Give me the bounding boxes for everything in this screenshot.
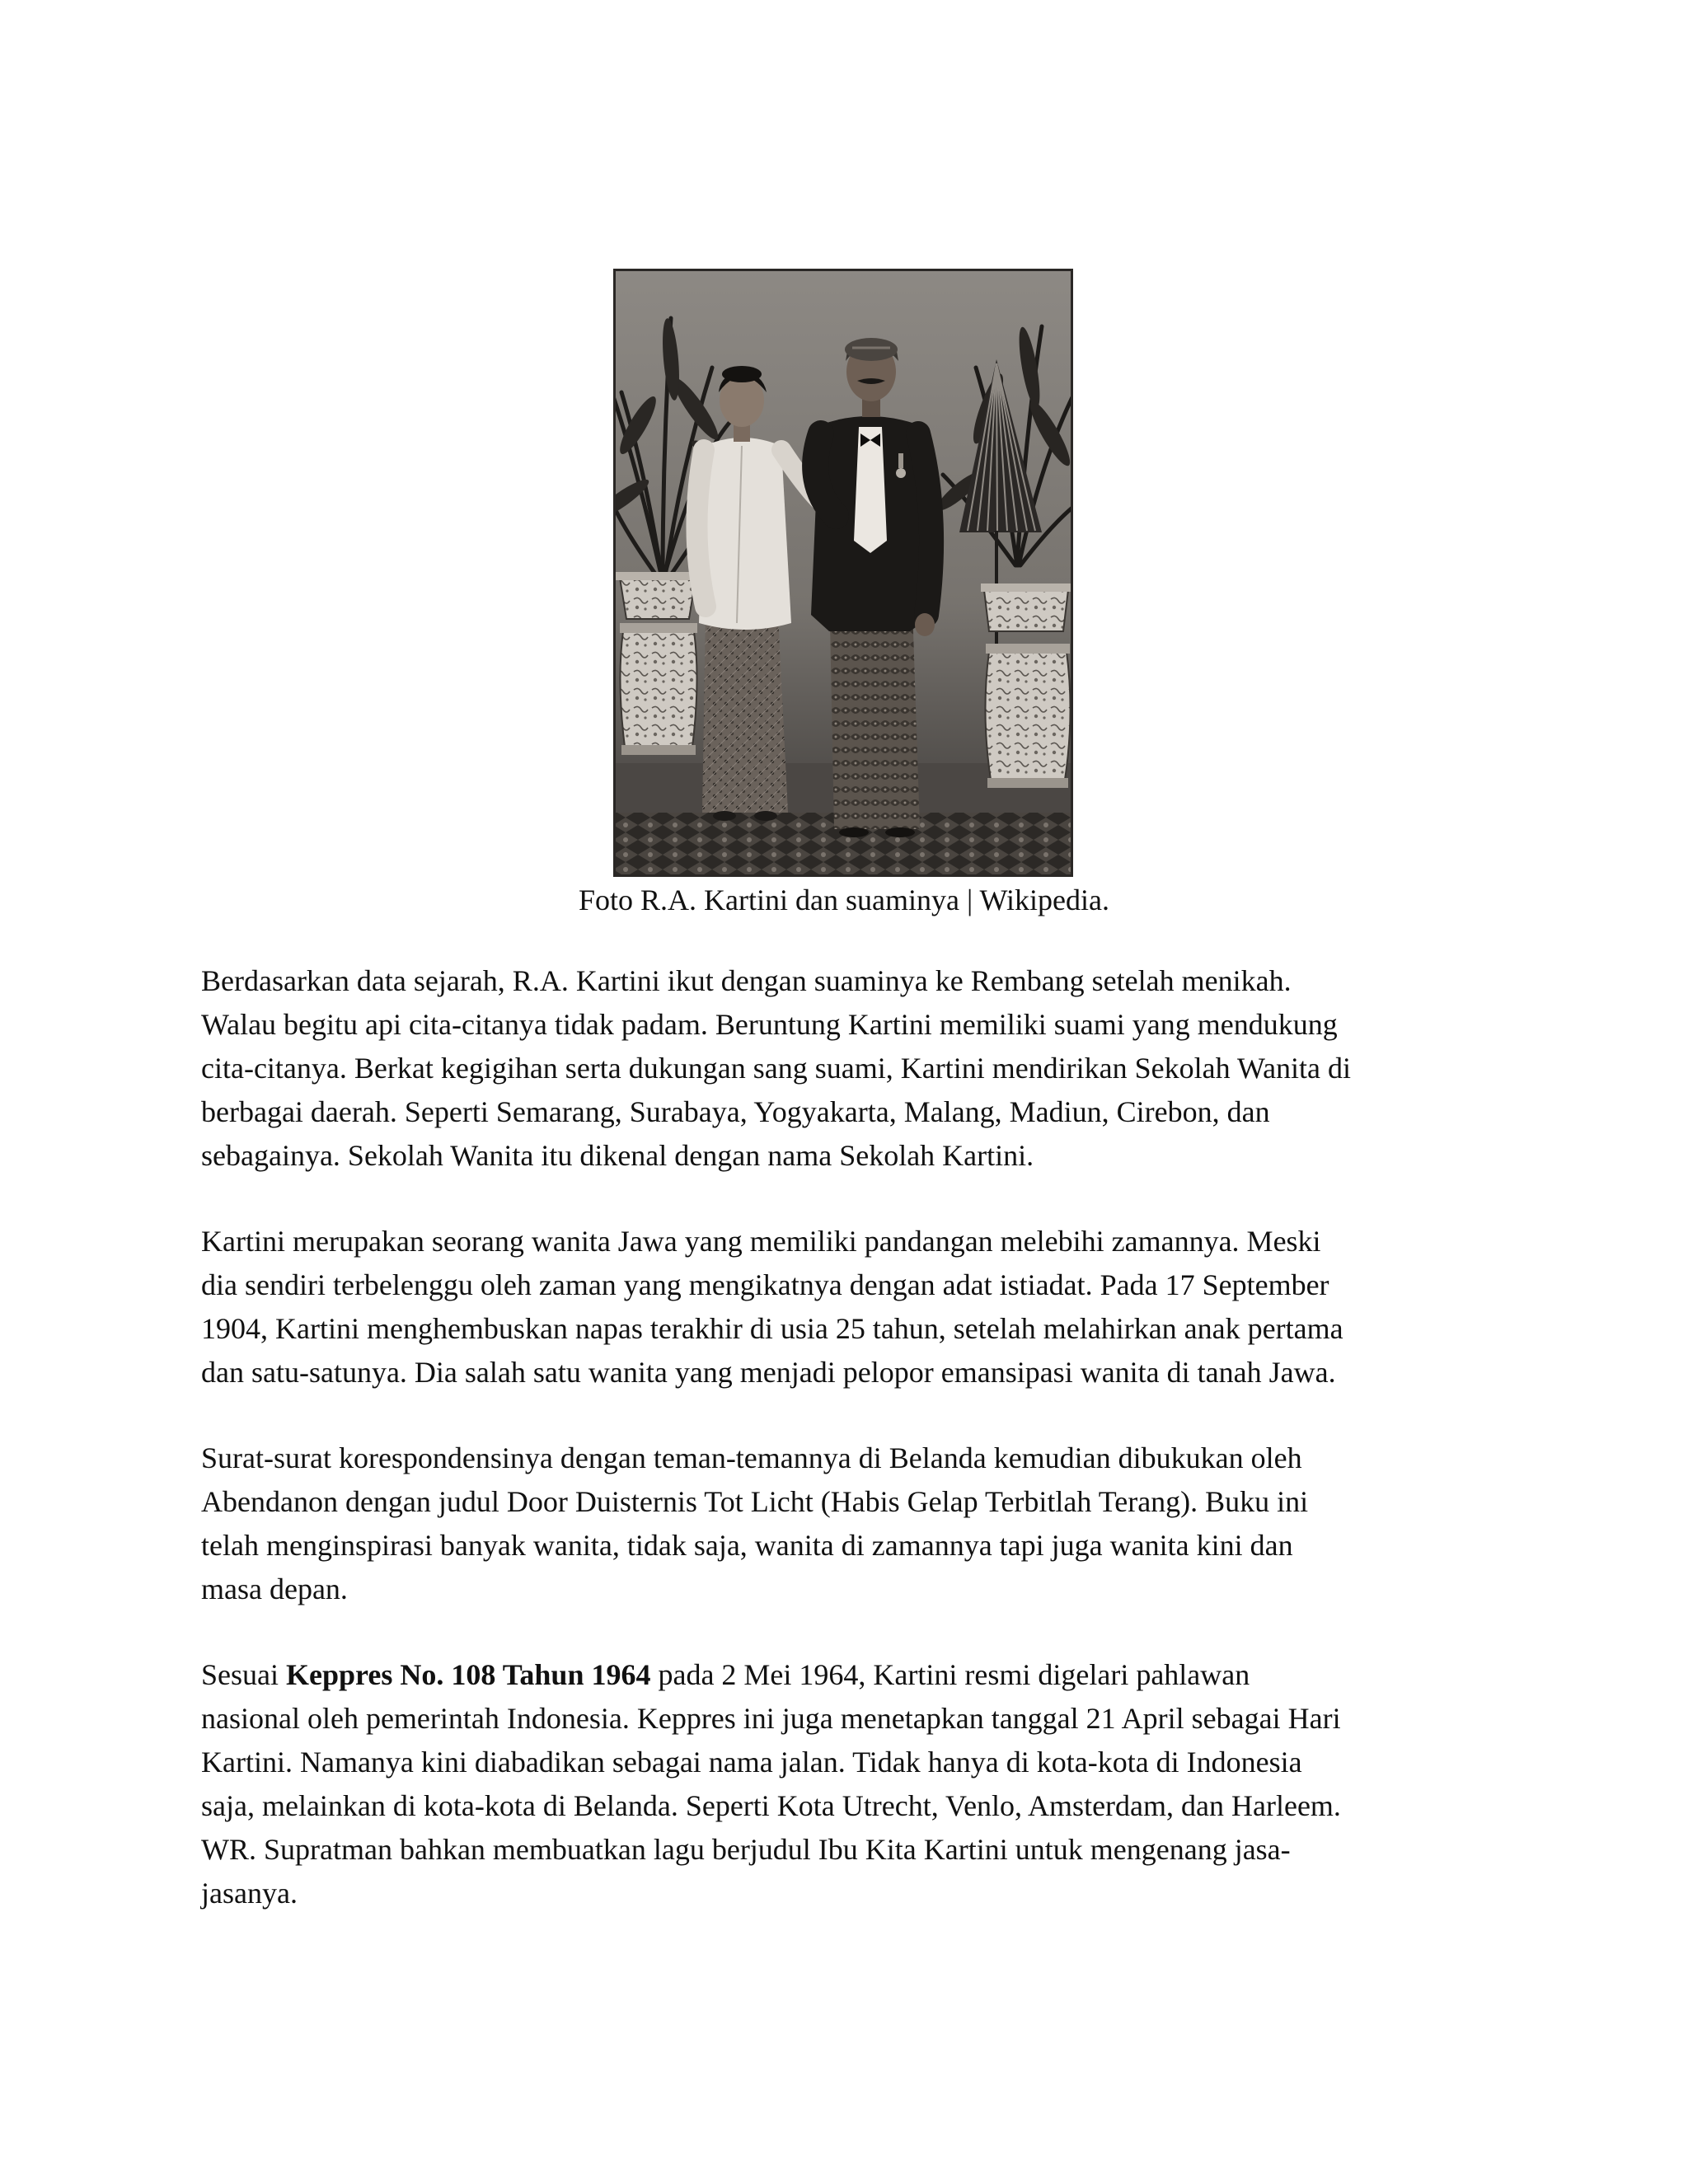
text-line: nasional oleh pemerintah Indonesia. Keppres ini juga menetapkan tanggal 21 April sebagai Hari bbox=[201, 1702, 1341, 1735]
text-line: WR. Supratman bahkan membuatkan lagu berjudul Ibu Kita Kartini untuk mengenang jasa- bbox=[201, 1833, 1291, 1866]
text-line: telah menginspirasi banyak wanita, tidak saja, wanita di zamannya tapi juga wanita kini dan bbox=[201, 1529, 1293, 1562]
text-line: berbagai daerah. Seperti Semarang, Surabaya, Yogyakarta, Malang, Madiun, Cirebon, dan bbox=[201, 1095, 1270, 1128]
text-line: Kartini. Namanya kini diabadikan sebagai nama jalan. Tidak hanya di kota-kota di Indonesia bbox=[201, 1746, 1302, 1779]
text-line: jasanya. bbox=[201, 1877, 298, 1910]
text-run: pada 2 Mei 1964, Kartini resmi digelari pahlawan bbox=[650, 1658, 1250, 1691]
text-line: 1904, Kartini menghembuskan napas terakhir di usia 25 tahun, setelah melahirkan anak pertama bbox=[201, 1312, 1343, 1345]
photo-caption: Foto R.A. Kartini dan suaminya | Wikipedia. bbox=[578, 883, 1109, 916]
text-line: sebagainya. Sekolah Wanita itu dikenal dengan nama Sekolah Kartini. bbox=[201, 1139, 1034, 1172]
text-line: Berdasarkan data sejarah, R.A. Kartini ikut dengan suaminya ke Rembang setelah menikah. bbox=[201, 964, 1292, 997]
paragraph-national-hero bbox=[201, 1653, 1520, 1915]
text-line: masa depan. bbox=[201, 1572, 348, 1605]
text-line: Kartini merupakan seorang wanita Jawa yang memiliki pandangan melebihi zamannya. Meski bbox=[201, 1225, 1321, 1258]
text-run: Sesuai bbox=[201, 1658, 286, 1691]
text-line: dan satu-satunya. Dia salah satu wanita yang menjadi pelopor emansipasi wanita di tanah Jawa. bbox=[201, 1356, 1336, 1389]
text-line: Abendanon dengan judul Door Duisternis Tot Licht (Habis Gelap Terbitlah Terang). Buku ini bbox=[201, 1485, 1309, 1518]
paragraph-letters bbox=[201, 1436, 1520, 1611]
text-line: dia sendiri terbelenggu oleh zaman yang mengikatnya dengan adat istiadat. Pada 17 September bbox=[201, 1268, 1329, 1301]
kartini-photo bbox=[613, 269, 1073, 877]
text-line bbox=[201, 1653, 1520, 1697]
paragraph-biography bbox=[201, 1220, 1520, 1394]
text-line: cita-citanya. Berkat kegigihan serta dukungan sang suami, Kartini mendirikan Sekolah Wanita di bbox=[201, 1052, 1352, 1085]
keppres-reference: Keppres No. 108 Tahun 1964 bbox=[286, 1658, 651, 1691]
paragraph-history bbox=[201, 959, 1520, 1178]
text-line: Walau begitu api cita-citanya tidak padam. Beruntung Kartini memiliki suami yang mendukung bbox=[201, 1008, 1338, 1041]
text-line: Surat-surat korespondensinya dengan teman-temannya di Belanda kemudian dibukukan oleh bbox=[201, 1441, 1302, 1474]
text-line: saja, melainkan di kota-kota di Belanda. Seperti Kota Utrecht, Venlo, Amsterdam, dan Harleem. bbox=[201, 1789, 1341, 1822]
